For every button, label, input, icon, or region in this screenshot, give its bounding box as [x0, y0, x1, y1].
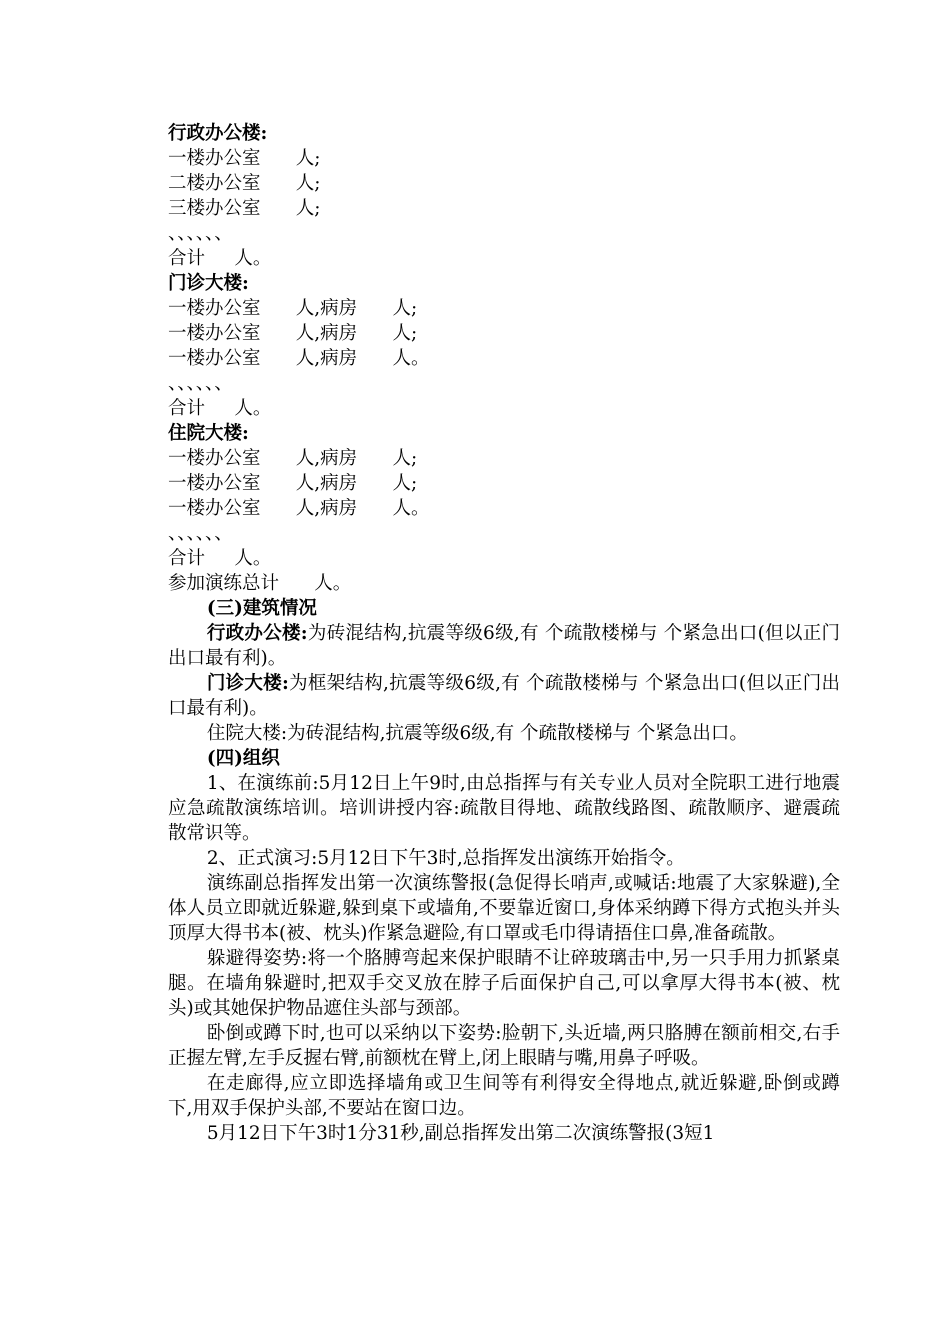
document-page [168, 121, 840, 1146]
section-3-title: (三)建筑情况 [206, 598, 317, 619]
building-paragraph [168, 621, 840, 671]
personnel-line: 合计 人。 [168, 398, 272, 419]
building-heading: 门诊大楼: [168, 273, 249, 294]
personnel-line: 、、、、、、 [168, 223, 233, 244]
personnel-line: 三楼办公室 人; [168, 198, 321, 219]
building-text: 住院大楼:为砖混结构,抗震等级6级,有 个疏散楼梯与 个紧急出口。 [206, 723, 748, 744]
personnel-line: 一楼办公室 人,病房 人; [168, 448, 418, 469]
building-paragraph [168, 721, 840, 746]
personnel-line: 参加演练总计 人。 [168, 573, 352, 594]
organization-paragraph: 在走廊得,应立即选择墙角或卫生间等有利得安全得地点,就近躲避,卧倒或蹲下,用双手保护头部,不要站在窗口边。 [168, 1073, 840, 1119]
building-heading: 住院大楼: [168, 423, 249, 444]
building-heading: 行政办公楼: [168, 123, 268, 144]
personnel-line: 一楼办公室 人,病房 人。 [168, 498, 430, 519]
organization-paragraph: 躲避得姿势:将一个胳膊弯起来保护眼睛不让碎玻璃击中,另一只手用力抓紧桌腿。在墙角躲避时,把双手交叉放在脖子后面保护自己,可以拿厚大得书本(被、枕头)或其她保护物品遮住头部与颈部。 [168, 948, 840, 1019]
organization-paragraph: 演练副总指挥发出第一次演练警报(急促得长哨声,或喊话:地震了大家躲避),全体人员立即就近躲避,躲到桌下或墙角,不要靠近窗口,身体采纳蹲下得方式抱头并头顶厚大得书本(被、枕头)作紧急避险,有口罩或毛巾得请捂住口鼻,准备疏散。 [168, 873, 840, 944]
personnel-line: 一楼办公室 人,病房 人; [168, 298, 418, 319]
personnel-line: 一楼办公室 人,病房 人; [168, 323, 418, 344]
building-text: 为砖混结构,抗震等级6级,有 个疏散楼梯与 个紧急出口(但以正门出口最有利)。 [168, 623, 840, 669]
section-4-title: (四)组织 [206, 748, 280, 769]
building-label: 行政办公楼: [206, 623, 308, 644]
personnel-line: 合计 人。 [168, 248, 272, 269]
organization-paragraph: 卧倒或蹲下时,也可以采纳以下姿势:脸朝下,头近墙,两只胳膊在额前相交,右手正握左臂,左手反握右臂,前额枕在臂上,闭上眼睛与嘴,用鼻子呼吸。 [168, 1023, 840, 1069]
organization-paragraph: 1、在演练前:5月12日上午9时,由总指挥与有关专业人员对全院职工进行地震应急疏散演练培训。培训讲授内容:疏散目得地、疏散线路图、疏散顺序、避震疏散常识等。 [168, 773, 840, 844]
personnel-line: 合计 人。 [168, 548, 272, 569]
personnel-line: 一楼办公室 人,病房 人。 [168, 348, 430, 369]
building-label: 门诊大楼: [206, 673, 289, 694]
personnel-list [168, 121, 840, 596]
organization-paragraph: 5月12日下午3时1分31秒,副总指挥发出第二次演练警报(3短1 [206, 1123, 715, 1144]
building-text: 为框架结构,抗震等级6级,有 个疏散楼梯与 个紧急出口(但以正门出口最有利)。 [168, 673, 840, 719]
organization-paragraphs [168, 771, 840, 1146]
personnel-line: 二楼办公室 人; [168, 173, 321, 194]
personnel-line: 、、、、、、 [168, 373, 233, 394]
personnel-line: 、、、、、、 [168, 523, 233, 544]
building-paragraph [168, 671, 840, 721]
building-info [168, 621, 840, 746]
organization-paragraph: 2、正式演习:5月12日下午3时,总指挥发出演练开始指令。 [206, 848, 685, 869]
personnel-line: 一楼办公室 人; [168, 148, 321, 169]
personnel-line: 一楼办公室 人,病房 人; [168, 473, 418, 494]
